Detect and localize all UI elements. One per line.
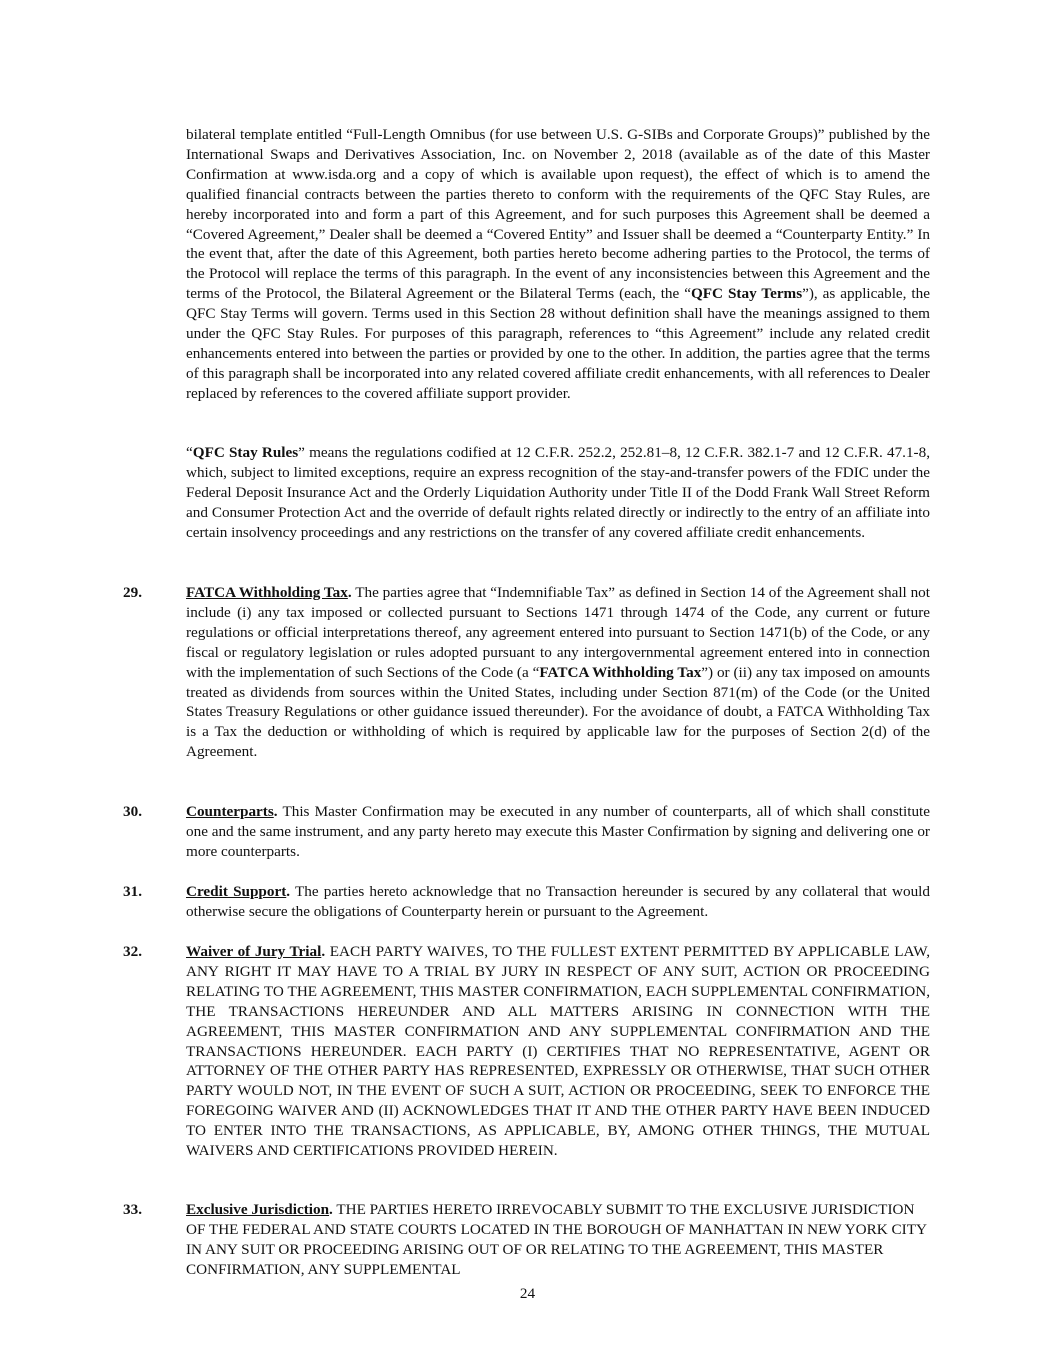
section-30	[123, 802, 930, 862]
section-title: Waiver of Jury Trial	[186, 943, 322, 960]
section-title: Counterparts	[186, 803, 274, 820]
section-number: 30.	[123, 803, 142, 820]
section-29	[123, 583, 930, 762]
section-31	[123, 882, 930, 922]
defined-term: QFC Stay Terms	[690, 285, 803, 303]
section-number: 32.	[123, 943, 142, 960]
paragraph-text: bilateral template entitled “Full-Length Omnibus (for use between U.S. G-SIBs and Corporate Groups)” published by the International Swaps and Derivatives Association, Inc. on November 2, 2018 (available as of the date of this Master Confirmation at www.isda.org and a copy of which is available upon request), the effect of which is to amend the qualified financial contracts between the parties thereto to conform with the requirements of the QFC Stay Rules, are hereby incorporated into and form a part of this Agreement, and for such purposes this Agreement shall be deemed a “Covered Agreement,” Dealer shall be deemed a “Covered Entity” and Issuer shall be deemed a “Counterparty Entity.” In the event that, after the date of this Agreement, both parties hereto become adhering parties to the Protocol, the terms of the Protocol will replace the terms of this paragraph. In the event of any inconsistencies between this Agreement and the terms of the Protocol, the Bilateral Agreement or the Bilateral Terms (each, the “	[186, 126, 930, 303]
paragraph-text: “	[186, 444, 193, 461]
section-title-suffix: .	[321, 943, 326, 960]
defined-term: FATCA Withholding Tax	[539, 663, 702, 681]
paragraph-text: ”), as applicable, the QFC Stay Terms will govern. Terms used in this Section 28 without definition shall have the meanings assigned to them under the QFC Stay Rules. For purposes of this paragraph, references to “this Agreement” include any related credit enhancements entered into between the parties or provided by one to the other. In addition, the parties agree that the terms of this paragraph shall be incorporated into any related covered affiliate credit enhancements, with all references to Dealer replaced by references to the covered affiliate support provider.	[186, 285, 930, 402]
section-33	[123, 1200, 930, 1280]
section-number: 33.	[123, 1201, 142, 1218]
paragraph-text: ” means the regulations codified at 12 C.F.R. 252.2, 252.81–8, 12 C.F.R. 382.1-7 and 12 C.F.R. 47.1-8, which, subject to limited exceptions, require an express recognition of the stay-and-transfer powers of the FDIC under the Federal Deposit Insurance Act and the Orderly Liquidation Authority under Title II of the Dodd Frank Wall Street Reform and Consumer Protection Act and the override of default rights related directly or indirectly to the entry of an affiliate into certain insolvency proceedings and any restrictions on the transfer of any covered affiliate credit enhancements.	[186, 444, 931, 541]
section-text: The parties agree that “Indemnifiable Tax” as defined in Section 14 of the Agreement shall not include (i) any tax imposed or collected pursuant to Sections 1471 through 1474 of the Code, any current or future regulations or official interpretations thereof, any agreement entered into pursuant to Section 1471(b) of the Code, or any fiscal or regulatory legislation or rules adopted pursuant to any intergovernmental agreement entered into in connection with the implementation of such Sections of the Code (a “	[186, 584, 930, 681]
section-text: EACH PARTY WAIVES, TO THE FULLEST EXTENT PERMITTED BY APPLICABLE LAW, ANY RIGHT IT MAY HAVE TO A TRIAL BY JURY IN RESPECT OF ANY SUIT, ACTION OR PROCEEDING RELATING TO THE AGREEMENT, THIS MASTER CONFIRMATION, EACH SUPPLEMENTAL CONFIRMATION, THE TRANSACTIONS HEREUNDER AND ALL MATTERS ARISING IN CONNECTION WITH THE AGREEMENT, THIS MASTER CONFIRMATION AND ANY SUPPLEMENTAL CONFIRMATION AND THE TRANSACTIONS HEREUNDER. EACH PARTY (I) CERTIFIES THAT NO REPRESENTATIVE, AGENT OR ATTORNEY OF THE OTHER PARTY HAS REPRESENTED, EXPRESSLY OR OTHERWISE, THAT SUCH OTHER PARTY WOULD NOT, IN THE EVENT OF SUCH A SUIT, ACTION OR PROCEEDING, SEEK TO ENFORCE THE FOREGOING WAIVER AND (II) ACKNOWLEDGES THAT IT AND THE OTHER PARTY HAVE BEEN INDUCED TO ENTER INTO THE TRANSACTIONS, AS APPLICABLE, BY, AMONG OTHER THINGS, THE MUTUAL WAIVERS AND CERTIFICATIONS PROVIDED HEREIN.	[186, 943, 930, 1160]
section-title: Exclusive Jurisdiction	[186, 1201, 330, 1218]
section-title-suffix: .	[273, 803, 278, 820]
section-text: THE PARTIES HERETO IRREVOCABLY SUBMIT TO THE EXCLUSIVE JURISDICTION OF THE FEDERAL AND STATE COURTS LOCATED IN THE BOROUGH OF MANHATTAN IN NEW YORK CITY IN ANY SUIT OR PROCEEDING ARISING OUT OF OR RELATING TO THE AGREEMENT, THIS MASTER CONFIRMATION, ANY SUPPLEMENTAL	[186, 1201, 927, 1278]
section-title: Credit Support	[186, 883, 287, 900]
section-text: This Master Confirmation may be executed in any number of counterparts, all of which shall constitute one and the same instrument, and any party hereto may execute this Master Confirmation by signing and delivering one or more counterparts.	[186, 803, 930, 860]
section-text: The parties hereto acknowledge that no Transaction hereunder is secured by any collateral that would otherwise secure the obligations of Counterparty herein or pursuant to the Agreement.	[186, 883, 930, 920]
qfc-stay-terms-paragraph	[186, 125, 930, 404]
section-number: 29.	[123, 584, 142, 601]
section-text: ”) or (ii) any tax imposed on amounts treated as dividends from sources within the United States, including under Section 871(m) of the Code (or the United States Treasury Regulations or other guidance issued thereunder). For the avoidance of doubt, a FATCA Withholding Tax is a Tax the deduction or withholding of which is required by applicable law for the purposes of Section 2(d) of the Agreement.	[186, 663, 930, 761]
section-title-suffix: .	[286, 883, 291, 900]
section-title-suffix: .	[347, 584, 352, 601]
qfc-stay-rules-paragraph	[186, 443, 930, 543]
section-title-suffix: .	[329, 1201, 333, 1218]
defined-term: QFC Stay Rules	[192, 444, 299, 461]
section-32	[123, 942, 930, 1161]
page-number: 24	[519, 1285, 536, 1302]
section-number: 31.	[123, 883, 142, 900]
section-title: FATCA Withholding Tax	[186, 584, 348, 601]
